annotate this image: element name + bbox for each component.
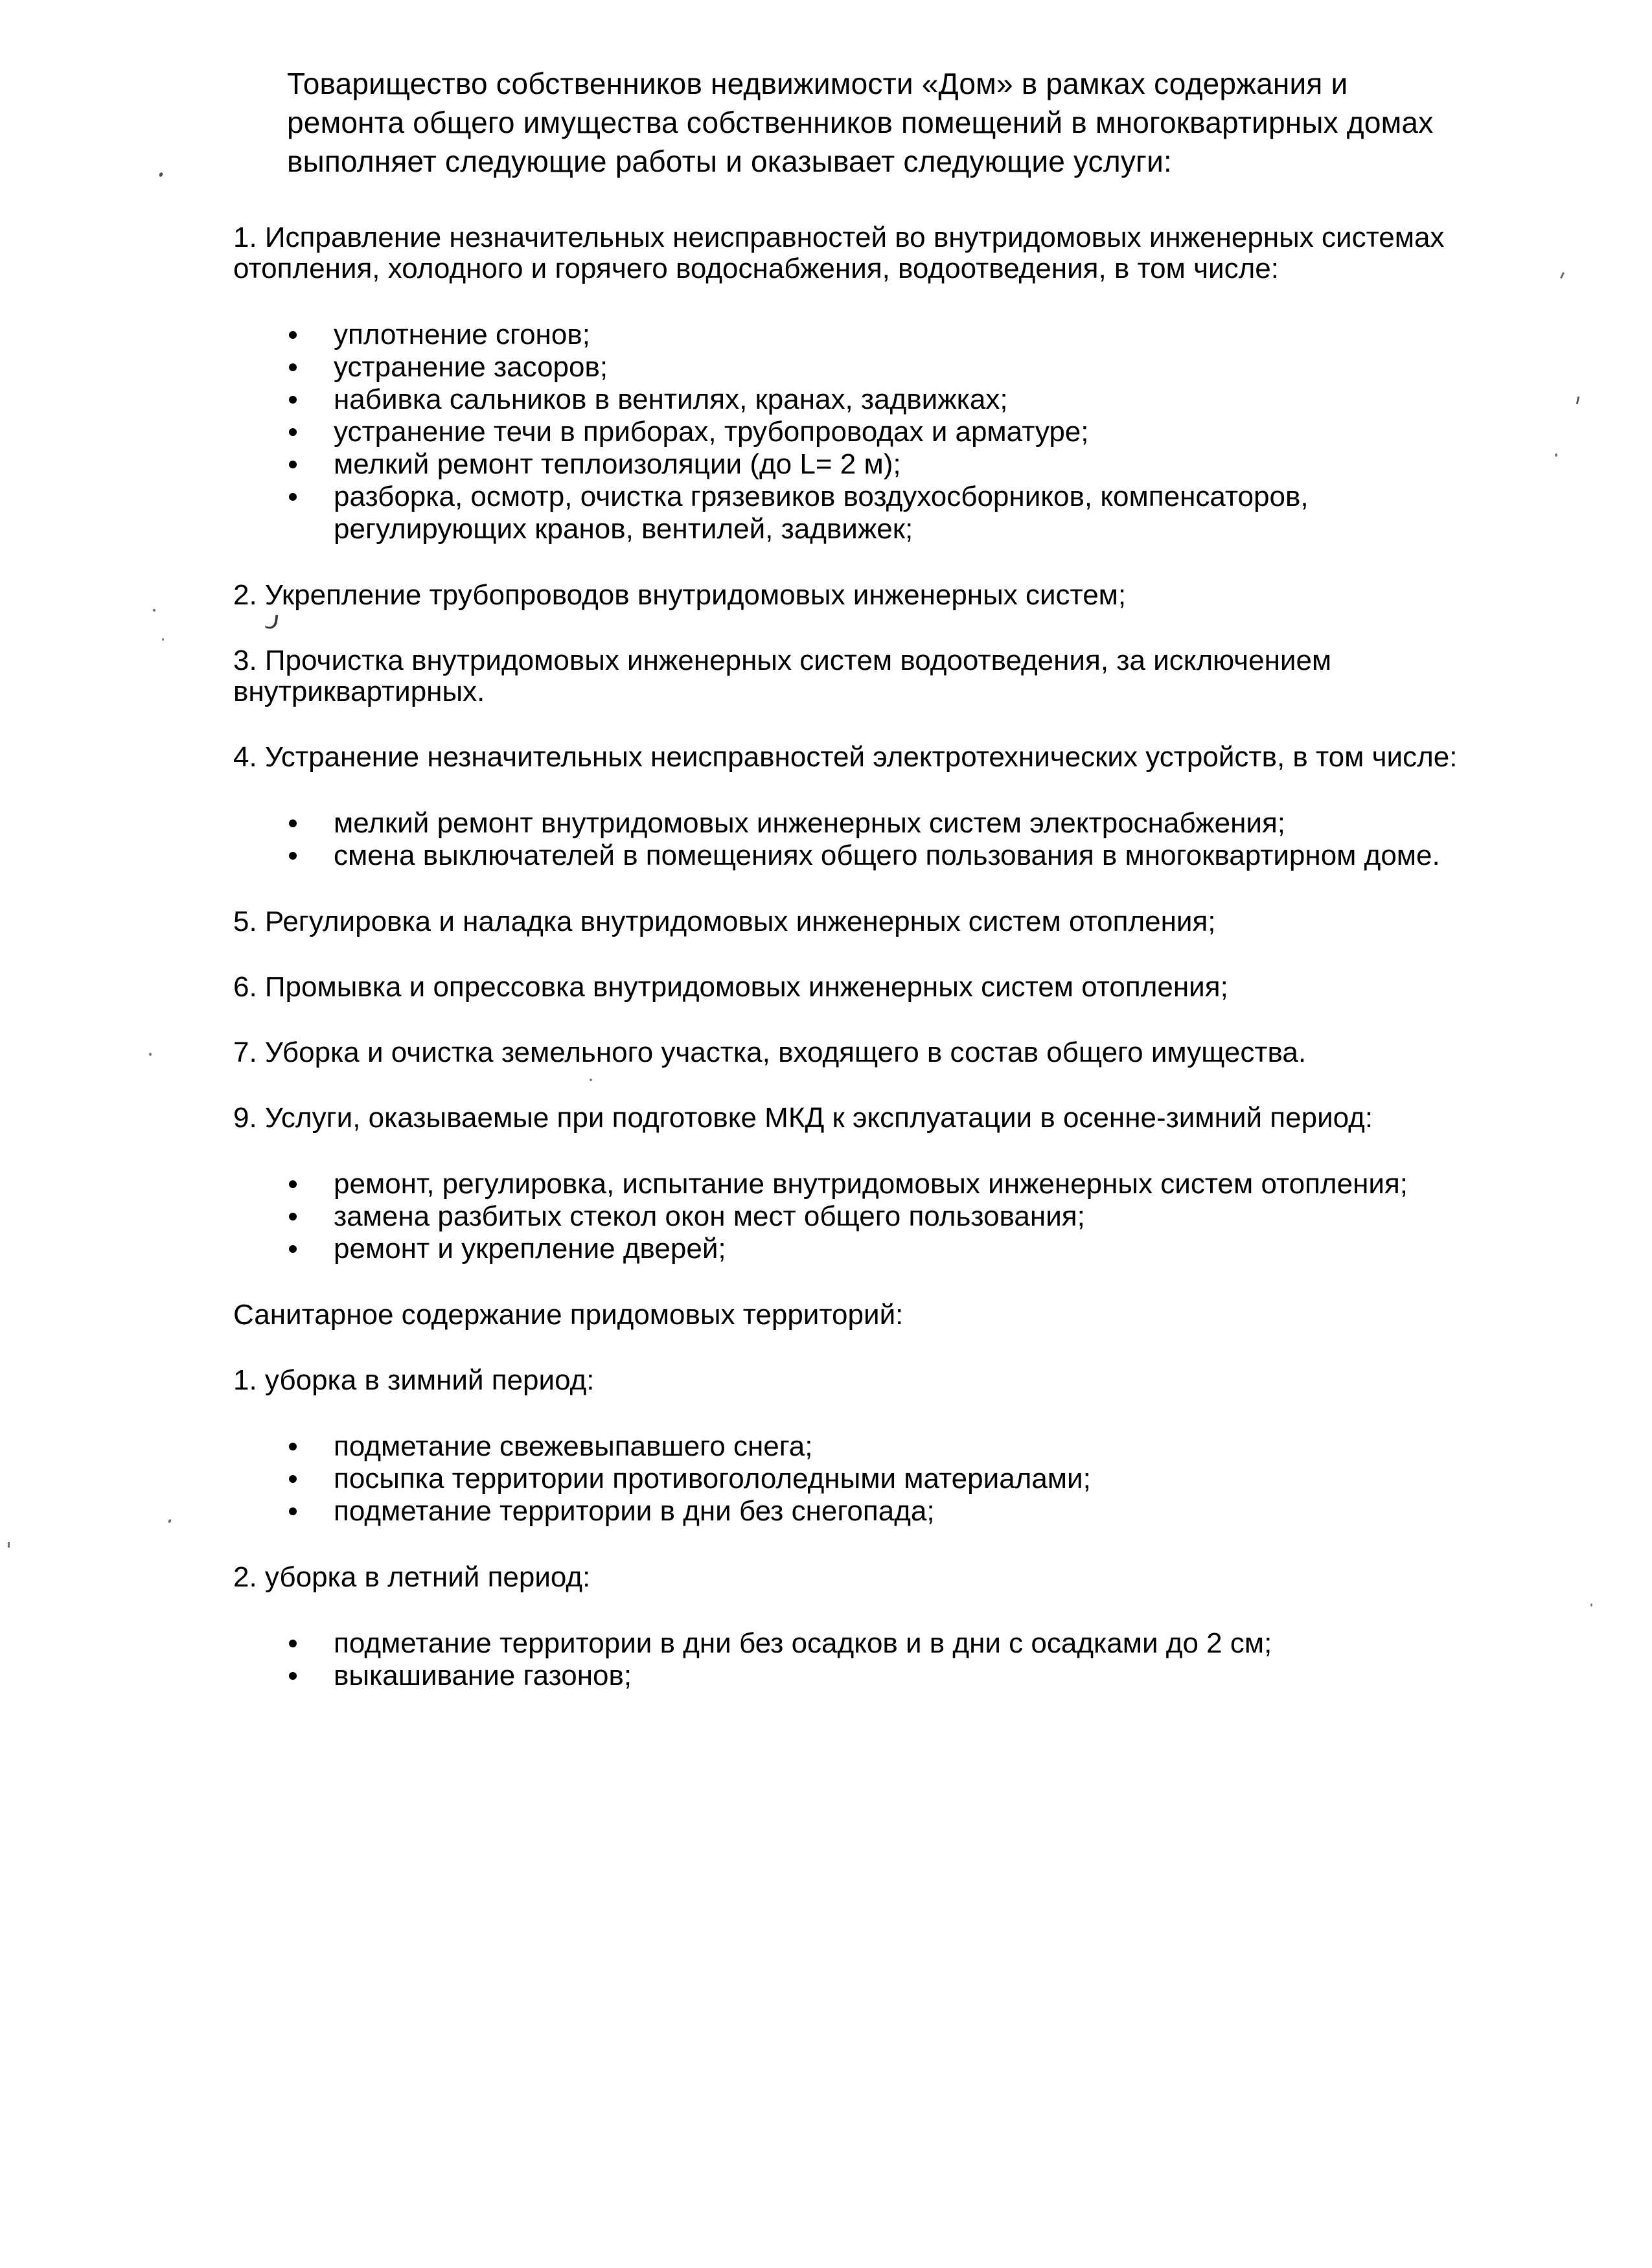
paragraph: 3. Прочистка внутридомовых инженерных систем водоотведения, за исключением внутриквартирных. [233, 645, 1332, 707]
bullet-text: ремонт, регулировка, испытание внутридомовых инженерных систем отопления; [334, 1168, 1408, 1200]
scan-speck [1555, 453, 1557, 457]
bullet-item [233, 319, 1493, 351]
bullet-text: устранение течи в приборах, трубопроводах и арматуре; [334, 416, 1089, 448]
paragraph: 5. Регулировка и наладка внутридомовых инженерных систем отопления; [233, 906, 1216, 937]
bullet-dot-icon [289, 1475, 297, 1483]
bullet-text: набивка сальников в вентилях, кранах, задвижках; [334, 384, 1008, 415]
bullet-text: подметание территории в дни без снегопада; [334, 1495, 935, 1527]
bullet-text: выкашивание газонов; [334, 1660, 632, 1691]
bullet-dot-icon [289, 396, 297, 404]
bullet-dot-icon [289, 428, 297, 436]
scan-speck [149, 1053, 152, 1056]
bullet-dot-icon [289, 1507, 297, 1515]
bullet-text: разборка, осмотр, очистка грязевиков воздухосборников, компенсаторов, регулирующих кранов, вентилей, задвижек; [334, 481, 1309, 545]
bullet-item [233, 1430, 1493, 1463]
scan-speck [153, 609, 155, 612]
bullet-text: смена выключателей в помещениях общего пользования в многоквартирном доме. [334, 840, 1440, 871]
bullet-text: замена разбитых стекол окон мест общего пользования; [334, 1200, 1085, 1232]
bullet-item [233, 1200, 1493, 1233]
scan-speck [1560, 272, 1565, 279]
bullet-list [233, 1168, 1490, 1265]
bullet-item [233, 448, 1493, 481]
bullet-item [233, 1463, 1493, 1495]
bullet-text: устранение засоров; [334, 351, 608, 383]
intro-paragraph: Товарищество собственников недвижимости «Дом» в рамках содержания и ремонта общего имущества собственников помещений в многоквартирных домах выполняет следующие работы и оказывает следующие услуги: [287, 67, 1434, 178]
paragraph: Санитарное содержание придомовых территорий: [233, 1299, 904, 1331]
paragraph: 9. Услуги, оказываемые при подготовке МКД к эксплуатации в осенне-зимний период: [233, 1102, 1373, 1134]
bullet-dot-icon [289, 1213, 297, 1220]
bullet-text: посыпка территории противогололедными материалами; [334, 1463, 1091, 1495]
bullet-list [233, 319, 1490, 545]
scan-speck [162, 638, 164, 641]
bullet-dot-icon [289, 461, 297, 468]
bullet-text: уплотнение сгонов; [334, 319, 590, 350]
paragraph: 4. Устранение незначительных неисправностей электротехнических устройств, в том числе: [233, 741, 1458, 773]
scan-speck [159, 172, 163, 177]
bullet-item [233, 1495, 1493, 1528]
bullet-text: ремонт и укрепление дверей; [334, 1233, 726, 1265]
bullet-dot-icon [289, 1180, 297, 1188]
bullet-dot-icon [289, 1245, 297, 1253]
bullet-item [233, 384, 1493, 416]
bullet-text: подметание свежевыпавшего снега; [334, 1430, 813, 1462]
bullet-item [233, 840, 1493, 872]
scan-speck [168, 1518, 172, 1523]
bullet-dot-icon [289, 852, 297, 860]
bullet-list [233, 1430, 1490, 1528]
bullet-item [233, 416, 1493, 448]
scan-speck [8, 1542, 10, 1548]
bullet-dot-icon [289, 1443, 297, 1450]
bullet-item [233, 1627, 1493, 1660]
bullet-item [233, 807, 1493, 840]
paragraph: 6. Промывка и опрессовка внутридомовых инженерных систем отопления; [233, 971, 1228, 1003]
bullet-dot-icon [289, 819, 297, 827]
paragraph: 2. Укрепление трубопроводов внутридомовых инженерных систем; [233, 579, 1127, 611]
paragraph: 1. Исправление незначительных неисправностей во внутридомовых инженерных системах отопления, холодного и горячего водоснабжения, водоотведения, в том числе: [233, 222, 1445, 284]
bullet-dot-icon [289, 493, 297, 501]
scan-speck [1590, 1603, 1592, 1607]
document-body [233, 222, 1490, 1692]
bullet-list [233, 1627, 1490, 1692]
scan-speck [1576, 396, 1579, 404]
scan-speck [590, 1079, 592, 1081]
bullet-dot-icon [289, 331, 297, 339]
bullet-text: подметание территории в дни без осадков и в дни с осадками до 2 см; [334, 1627, 1272, 1659]
bullet-dot-icon [289, 363, 297, 371]
bullet-text: мелкий ремонт теплоизоляции (до L= 2 м); [334, 448, 901, 480]
bullet-text: мелкий ремонт внутридомовых инженерных систем электроснабжения; [334, 807, 1285, 839]
paragraph: 2. уборка в летний период: [233, 1561, 591, 1593]
bullet-list [233, 807, 1490, 872]
document-content [233, 64, 1497, 1726]
bullet-dot-icon [289, 1640, 297, 1647]
bullet-item [233, 1660, 1493, 1692]
bullet-item [233, 481, 1493, 545]
bullet-item [233, 1168, 1493, 1200]
paragraph: 1. уборка в зимний период: [233, 1364, 595, 1396]
bullet-dot-icon [289, 1672, 297, 1680]
bullet-item [233, 1233, 1493, 1265]
paragraph: 7. Уборка и очистка земельного участка, входящего в состав общего имущества. [233, 1037, 1307, 1068]
bullet-item [233, 351, 1493, 384]
